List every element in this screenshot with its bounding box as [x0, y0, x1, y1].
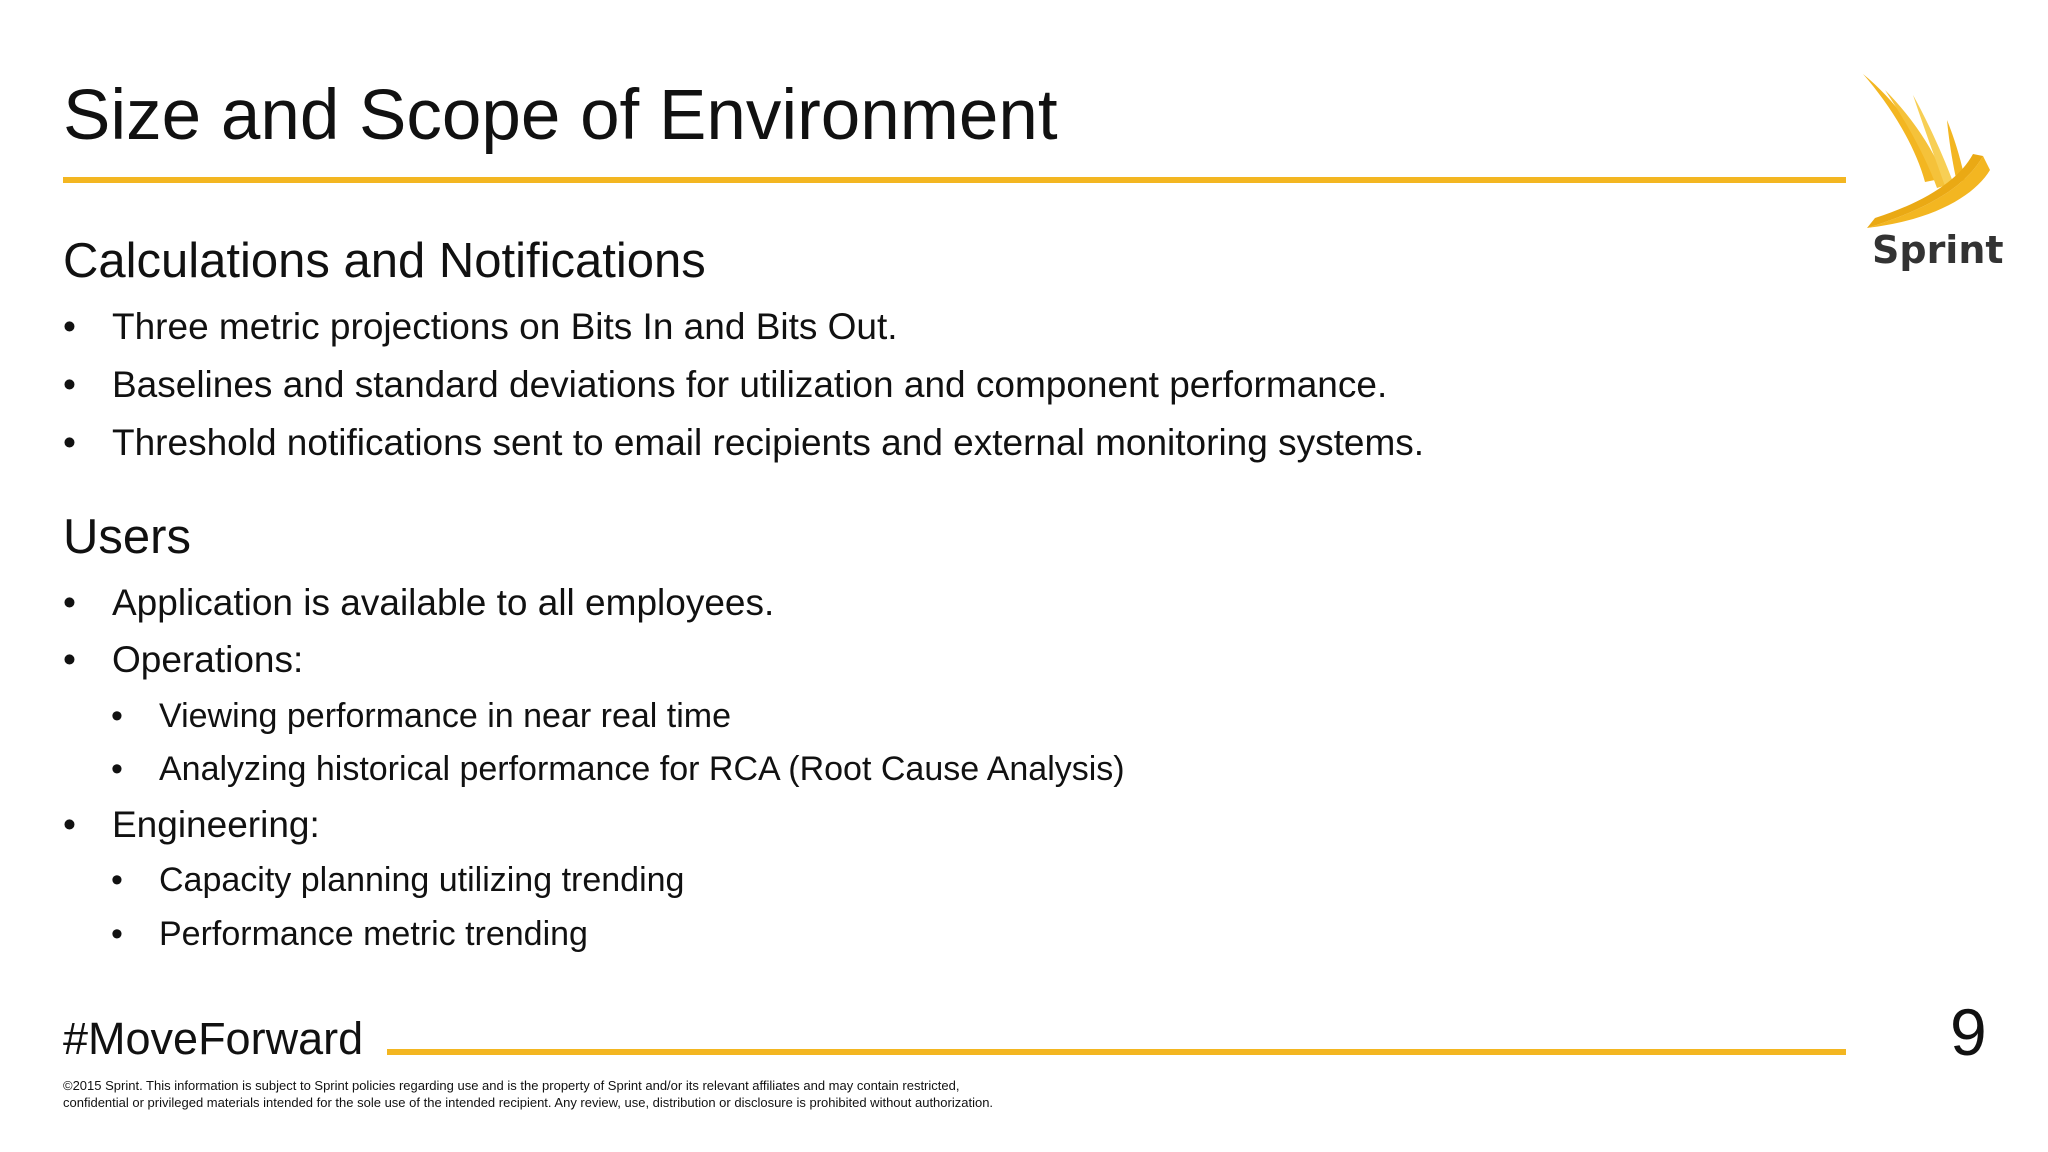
- list-item-text: Viewing performance in near real time: [159, 697, 731, 735]
- section-heading-users: Users: [63, 510, 191, 564]
- legal-line-1: ©2015 Sprint. This information is subject to Sprint policies regarding use and is the property of Sprint and/or its relevant affiliates and may contain restricted,: [63, 1078, 960, 1093]
- bullet-icon: •: [111, 861, 123, 899]
- bullet-icon: •: [111, 750, 123, 788]
- bullet-icon: •: [63, 364, 76, 405]
- list-item-text: Baselines and standard deviations for utilization and component performance.: [112, 364, 1388, 405]
- footer-divider: [387, 1049, 1846, 1055]
- page-number: 9: [1950, 995, 1987, 1069]
- bullet-icon: •: [63, 804, 76, 845]
- legal-notice: [63, 1077, 993, 1111]
- bullet-icon: •: [63, 582, 76, 623]
- list-item-text: Capacity planning utilizing trending: [159, 861, 685, 899]
- bullet-icon: •: [111, 915, 123, 953]
- list-item-text: Performance metric trending: [159, 915, 588, 953]
- bullet-icon: •: [63, 639, 76, 680]
- list-item-text: Operations:: [112, 639, 304, 680]
- slide-title: Size and Scope of Environment: [63, 76, 1058, 155]
- legal-line-2: confidential or privileged materials intended for the sole use of the intended recipient. Any review, use, distribution or disclosure is prohibited without authorization.: [63, 1095, 994, 1110]
- bullet-icon: •: [63, 422, 76, 463]
- section-heading-calculations: Calculations and Notifications: [63, 234, 706, 288]
- bullet-icon: •: [63, 306, 76, 347]
- list-item-text: Threshold notifications sent to email recipients and external monitoring systems.: [112, 422, 1425, 463]
- list-item-text: Application is available to all employees.: [112, 582, 775, 623]
- bullet-icon: •: [111, 697, 123, 735]
- brand-wordmark: Sprint: [1872, 228, 2004, 272]
- list-item-text: Engineering:: [112, 804, 320, 845]
- list-item-text: Three metric projections on Bits In and Bits Out.: [112, 306, 898, 347]
- title-divider: [63, 177, 1846, 183]
- list-item-text: Analyzing historical performance for RCA (Root Cause Analysis): [159, 750, 1125, 788]
- footer-hashtag: #MoveForward: [63, 1013, 364, 1064]
